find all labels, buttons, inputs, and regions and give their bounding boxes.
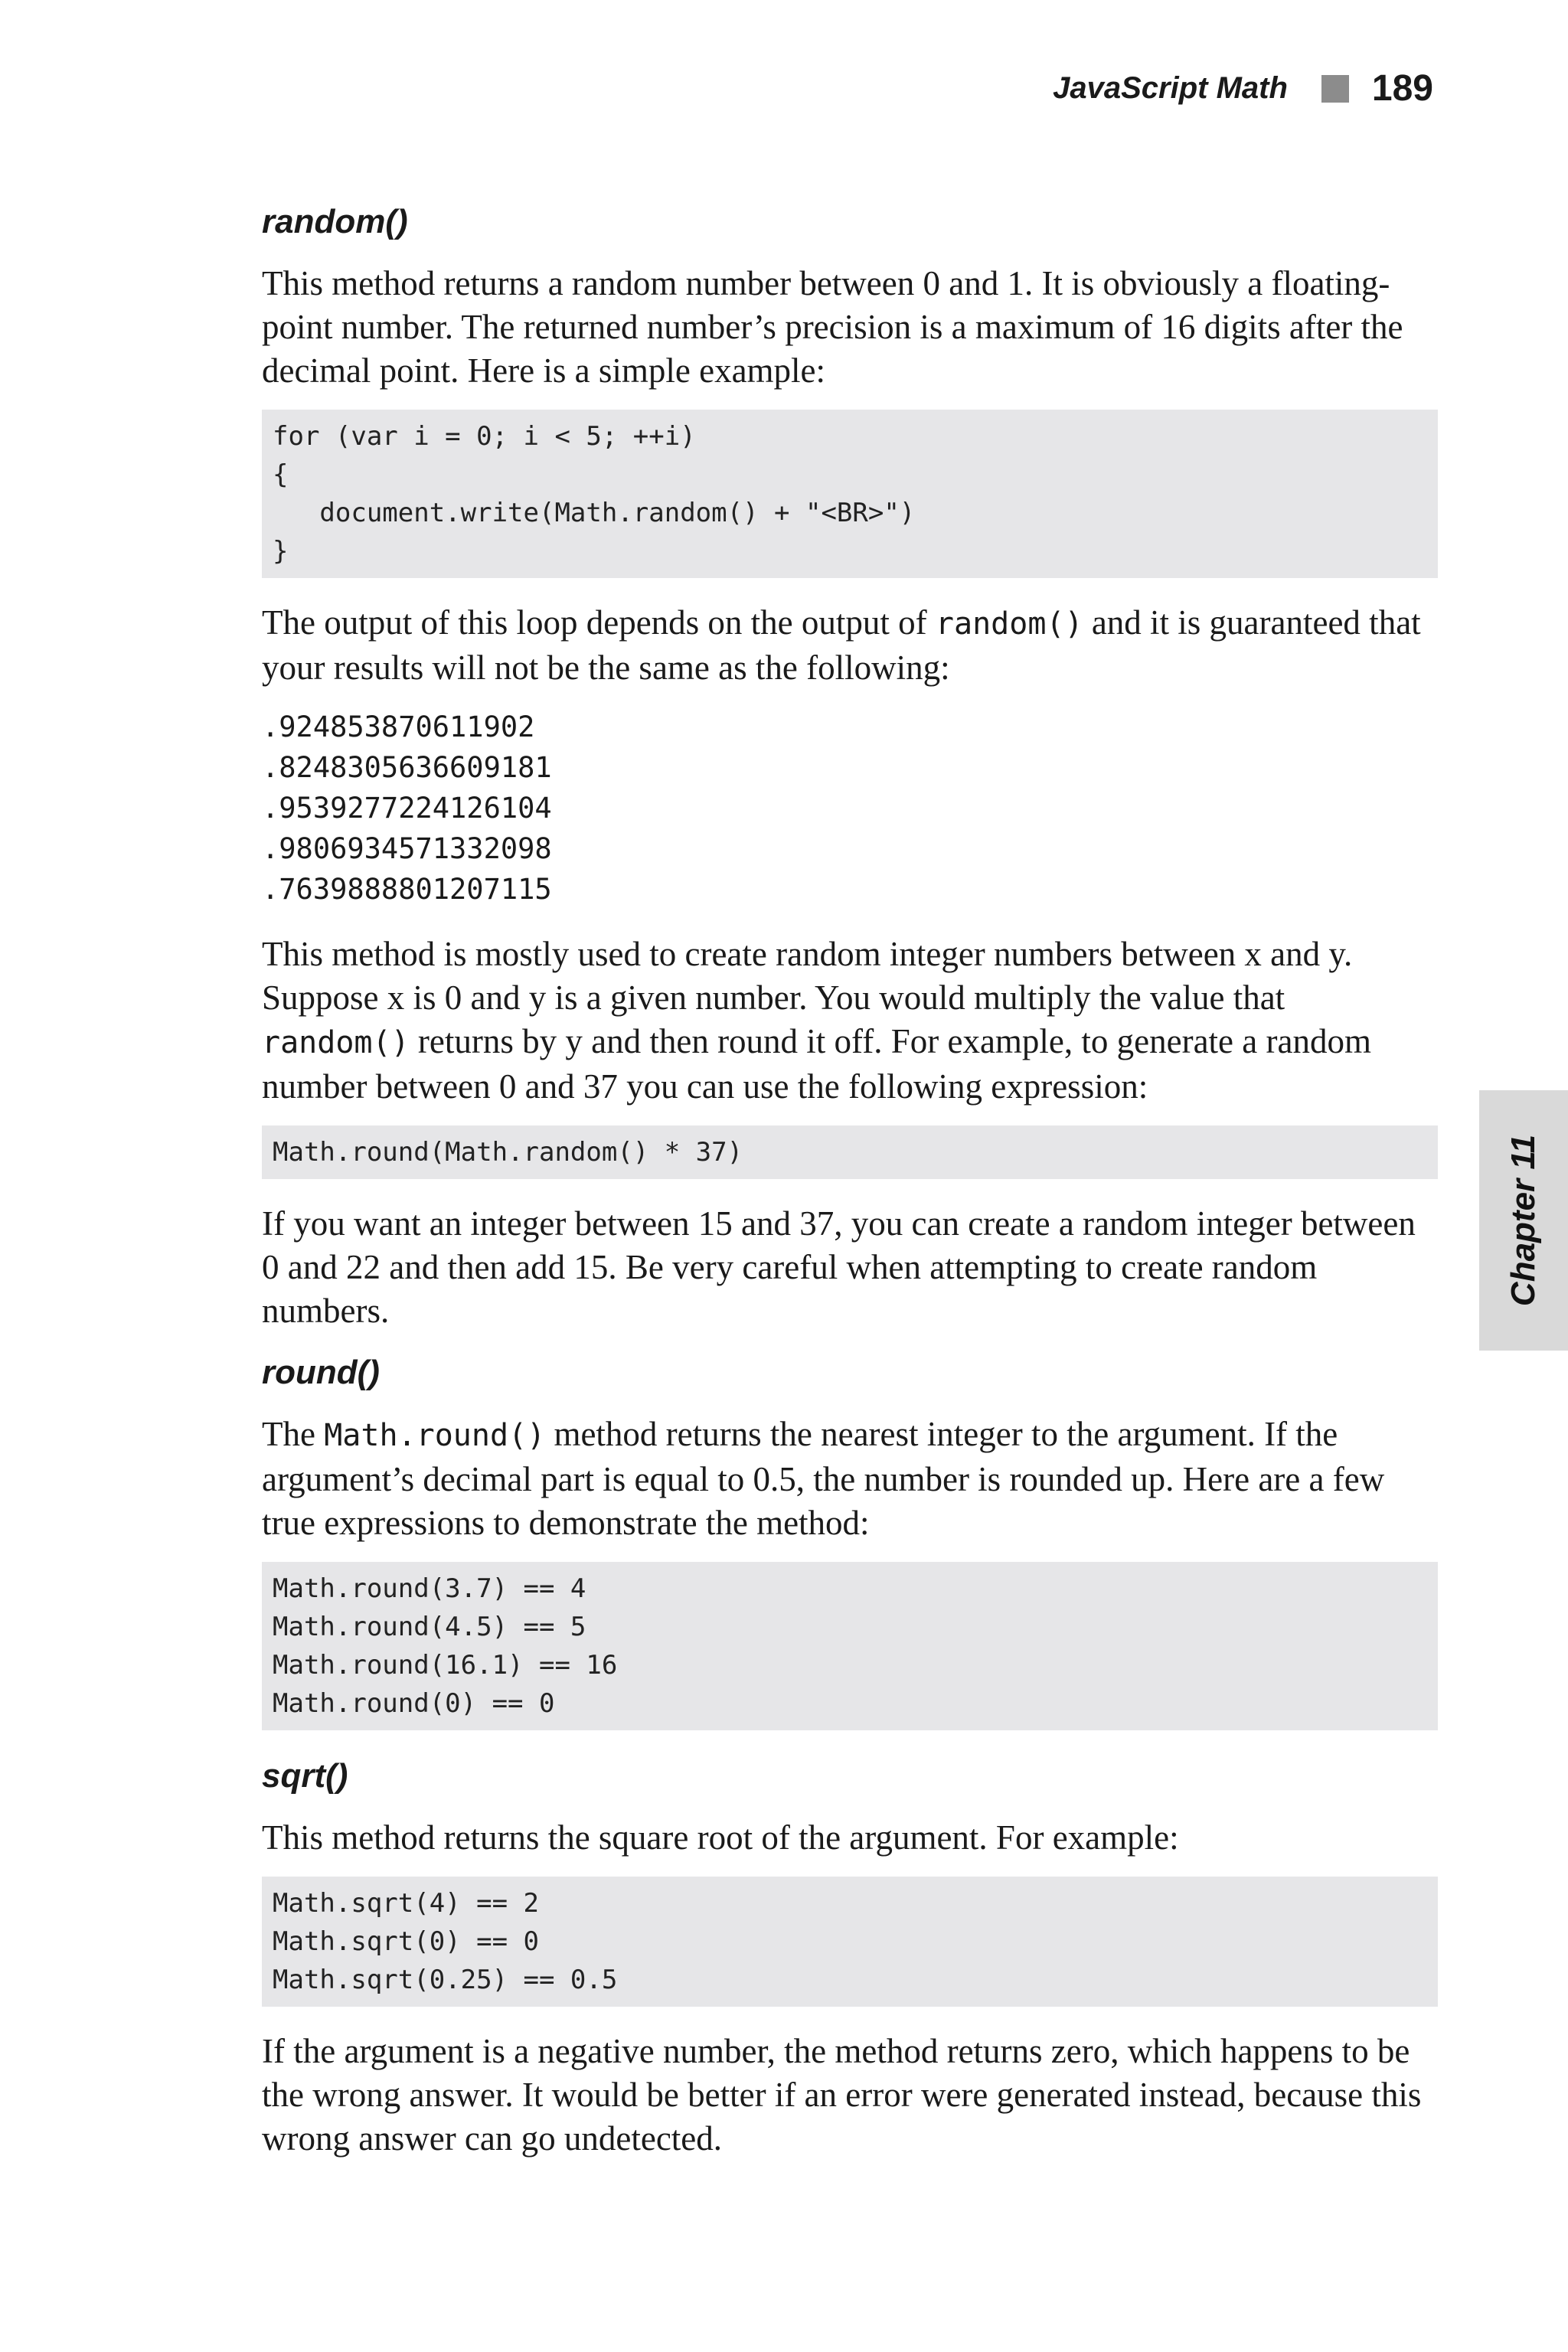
- page-content: [262, 199, 1438, 2177]
- text-run: returns by y and then round it off. For example, to generate a random number between 0 and 37 you can use the following expression:: [262, 1022, 1371, 1106]
- section-heading-round: round(): [262, 1354, 380, 1391]
- running-head-square-icon: [1321, 75, 1349, 103]
- page-number: 189: [1371, 68, 1433, 109]
- inline-code: random(): [262, 1025, 410, 1060]
- output-line: .9539277224126104: [262, 792, 552, 825]
- code-line: for (var i = 0; i < 5; ++i): [273, 421, 696, 452]
- code-line: Math.sqrt(0.25) == 0.5: [273, 1965, 618, 1995]
- running-head-title: JavaScript Math: [1053, 71, 1288, 105]
- inline-code: Math.round(): [324, 1418, 546, 1453]
- code-line: Math.round(0) == 0: [273, 1688, 555, 1719]
- code-line: Math.round(16.1) == 16: [273, 1650, 618, 1681]
- output-line: .8248305636609181: [262, 751, 552, 784]
- random-output-paragraph: [262, 601, 1438, 690]
- round-code-block: [262, 1562, 1438, 1730]
- random-intro-paragraph: This method returns a random number between 0 and 1. It is obviously a floating-point number. The returned number’s precision is a maximum of 16 digits after the decimal point. Here is a simple example:: [262, 264, 1403, 390]
- random-round-code-block: [262, 1125, 1438, 1179]
- code-line: Math.sqrt(4) == 2: [273, 1888, 539, 1919]
- chapter-tab: [1479, 1090, 1568, 1351]
- text-run: The output of this loop depends on the output of: [262, 603, 936, 642]
- section-heading-random: random(): [262, 203, 408, 240]
- sqrt-intro-paragraph: This method returns the square root of the argument. For example:: [262, 1818, 1179, 1857]
- random-output-list: [262, 707, 1438, 910]
- code-line: {: [273, 459, 289, 490]
- round-intro-paragraph: [262, 1413, 1438, 1545]
- code-line: Math.round(4.5) == 5: [273, 1612, 586, 1642]
- text-run: This method is mostly used to create random integer numbers between x and y. Suppose x is 0 and y is a given number. You would multiply the value that: [262, 935, 1353, 1017]
- section-heading-sqrt: sqrt(): [262, 1757, 348, 1795]
- code-line: Math.round(3.7) == 4: [273, 1573, 586, 1604]
- code-line: document.write(Math.random() + "<BR>"): [273, 498, 916, 528]
- text-run: The: [262, 1415, 325, 1453]
- output-line: .7639888801207115: [262, 873, 552, 906]
- code-line: Math.sqrt(0) == 0: [273, 1926, 539, 1957]
- output-line: .924853870611902: [262, 710, 535, 743]
- random-integer-paragraph: [262, 933, 1438, 1109]
- text-run: and it is guaranteed that your results will not be the same as the following:: [262, 603, 1421, 687]
- random-loop-code-block: [262, 410, 1438, 578]
- sqrt-negative-paragraph: If the argument is a negative number, the method returns zero, which happens to be the wrong answer. It would be better if an error were generated instead, because this wrong answer can go undetected.: [262, 2032, 1422, 2158]
- sqrt-code-block: [262, 1877, 1438, 2007]
- text-run: method returns the nearest integer to the argument. If the argument’s decimal part is equal to 0.5, the number is rounded up. Here are a few true expressions to demonstrate the method:: [262, 1415, 1385, 1542]
- inline-code: random(): [935, 606, 1083, 642]
- code-line: }: [273, 536, 289, 567]
- code-line: Math.round(Math.random() * 37): [273, 1137, 743, 1168]
- running-head: [1053, 67, 1433, 109]
- output-line: .9806934571332098: [262, 832, 552, 865]
- random-range-paragraph: If you want an integer between 15 and 37, you can create a random integer between 0 and 22 and then add 15. Be very careful when attempting to create random numbers.: [262, 1204, 1416, 1330]
- chapter-tab-label: Chapter 11: [1504, 1134, 1542, 1307]
